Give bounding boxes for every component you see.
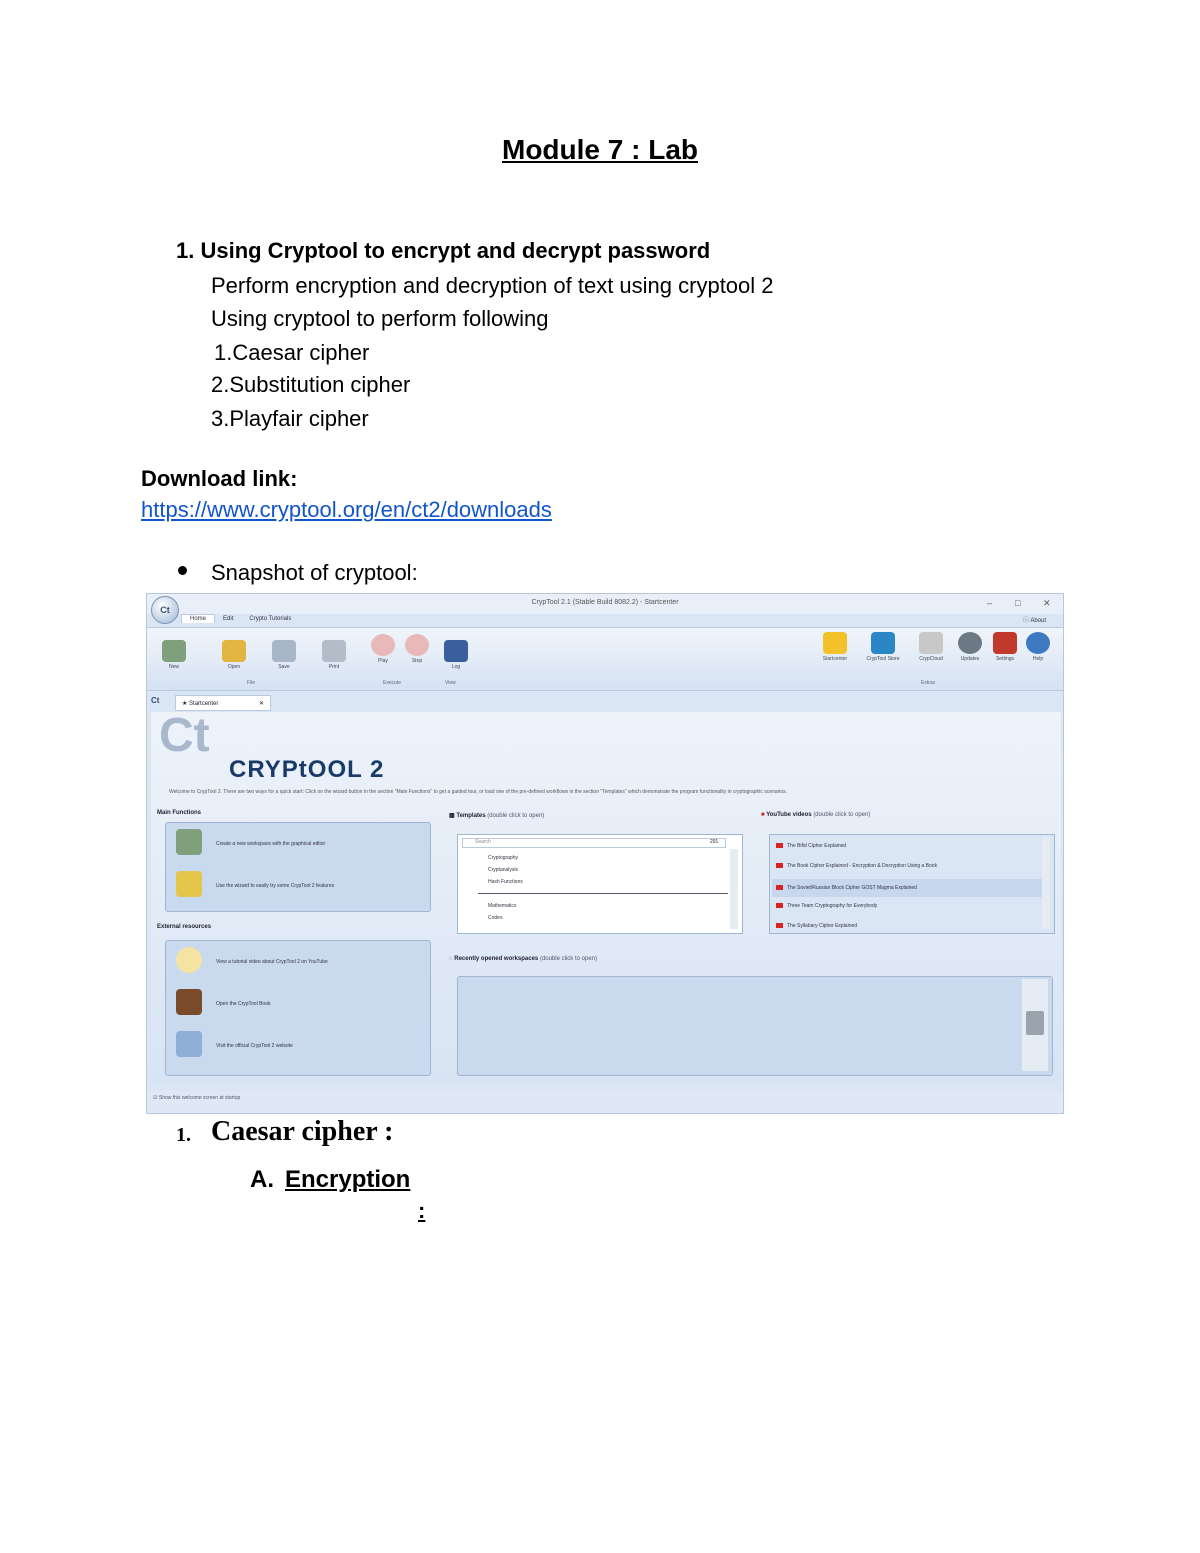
play-icon <box>371 634 395 656</box>
settings-button[interactable] <box>989 632 1021 662</box>
recent-title: ◌ Recently opened workspaces (double click to open) <box>449 956 597 962</box>
youtube-item: The Bifid Cipher Explained <box>776 843 846 849</box>
create-workspace-link[interactable]: Create a new workspace with the graphical editor <box>216 841 326 847</box>
template-item[interactable]: Codes <box>488 915 503 921</box>
help-icon <box>1026 632 1050 654</box>
website-icon <box>176 1031 202 1057</box>
video-icon <box>776 903 783 908</box>
video-tutorial-icon <box>176 947 202 973</box>
sub-a-encryption: Encryption <box>285 1166 411 1193</box>
updates-button[interactable] <box>953 632 987 662</box>
ribbon-label: Play <box>378 658 388 664</box>
tab-label: Startcenter <box>189 701 219 707</box>
new-workspace-icon <box>162 640 186 662</box>
ribbon-group-extras: Extras <box>921 680 936 686</box>
status-bar <box>147 1091 1063 1113</box>
cryptool-website-link[interactable]: Visit the official CrypTool 2 website <box>216 1043 293 1049</box>
cloud-icon <box>919 632 943 654</box>
subheading-caesar: Caesar cipher : <box>211 1116 394 1147</box>
video-icon <box>776 923 783 928</box>
ribbon <box>147 627 1063 691</box>
youtube-scrollbar[interactable] <box>1042 837 1050 929</box>
menu-tabs <box>181 613 299 627</box>
recent-workspaces-panel <box>457 976 1053 1076</box>
trailing-colon: : <box>418 1198 426 1223</box>
ribbon-label: Startcenter <box>822 656 848 662</box>
ribbon-label: Open <box>227 664 241 670</box>
log-button[interactable] <box>441 640 471 670</box>
ribbon-label: Settings <box>995 656 1015 662</box>
template-item[interactable]: Cryptanalysis <box>488 867 519 873</box>
recent-hint: (double click to open) <box>539 956 597 962</box>
download-label: Download link: <box>141 466 298 491</box>
section-heading: 1. Using Cryptool to encrypt and decrypt password <box>176 238 711 263</box>
page-title: Module 7 : Lab <box>502 134 698 165</box>
save-button[interactable] <box>267 640 301 670</box>
video-icon <box>776 885 783 890</box>
print-button[interactable] <box>317 640 351 670</box>
window-title: CrypTool 2.1 (Stable Build 8082.2) - Startcenter <box>531 599 679 606</box>
youtube-hint: (double click to open) <box>813 812 871 818</box>
bullet-text: Snapshot of cryptool: <box>211 560 418 585</box>
cryptool-logo-icon: Ct <box>159 709 210 762</box>
templates-count: 291 <box>710 839 719 845</box>
templates-hint: (double click to open) <box>487 813 545 819</box>
book-icon <box>176 989 202 1015</box>
instruction-item: 3.Playfair cipher <box>211 406 369 431</box>
startcenter-button[interactable] <box>815 632 855 662</box>
tab-crypto-tutorials[interactable]: Crypto Tutorials <box>249 616 292 622</box>
store-icon <box>871 632 895 654</box>
main-functions-title: Main Functions <box>157 810 201 816</box>
minimize-icon[interactable]: – <box>987 598 993 608</box>
template-item[interactable]: Hash Functions <box>488 879 523 885</box>
crypcloud-button[interactable] <box>911 632 951 662</box>
save-icon <box>272 640 296 662</box>
ribbon-label: Save <box>278 664 290 670</box>
youtube-icon: ■ <box>761 812 767 818</box>
ribbon-group-file: File <box>247 680 256 686</box>
video-icon <box>776 863 783 868</box>
subheading-number: 1. <box>176 1124 191 1146</box>
about-button[interactable]: ⓘ About <box>1023 618 1047 624</box>
tab-edit[interactable]: Edit <box>223 616 234 622</box>
ribbon-label: Updates <box>960 656 980 662</box>
main-functions-panel <box>165 822 431 912</box>
ribbon-group-execute: Execute <box>383 680 402 686</box>
tab-startcenter[interactable]: ★ Startcenter ✕ <box>175 695 271 711</box>
open-folder-icon <box>222 640 246 662</box>
startup-checkbox-label: Show this welcome screen at startup <box>158 1095 241 1101</box>
ribbon-label: Log <box>451 664 461 670</box>
tab-home[interactable]: Home <box>181 614 215 623</box>
close-tab-icon[interactable]: ✕ <box>258 701 264 707</box>
cryptool-book-link[interactable]: Open the CrypTool Book <box>216 1001 271 1007</box>
ribbon-label: Print <box>328 664 340 670</box>
stop-button[interactable] <box>403 634 431 664</box>
template-item[interactable]: Mathematics <box>488 903 517 909</box>
window-titlebar <box>147 594 1063 614</box>
templates-title: ▦ Templates (double click to open) <box>449 813 545 819</box>
instruction-item: 2.Substitution cipher <box>211 372 411 397</box>
instruction-item: 1.Caesar cipher <box>214 340 370 365</box>
cryptool-logo-text: CRYPtOOL 2 <box>229 756 385 783</box>
youtube-item-selected: The Soviet/Russian Block Cipher GOST Magma Explained <box>772 879 1042 897</box>
close-icon[interactable]: ✕ <box>1043 598 1051 608</box>
about-label: About <box>1030 618 1047 624</box>
print-icon <box>322 640 346 662</box>
youtube-title: ■ YouTube videos (double click to open) <box>761 812 871 818</box>
ct-small-logo-icon: Ct <box>151 696 160 705</box>
help-button[interactable] <box>1023 632 1053 662</box>
play-button[interactable] <box>369 634 397 664</box>
instruction-line: Using cryptool to perform following <box>211 306 549 331</box>
youtube-item: The Syllabary Cipher Explained <box>776 923 857 929</box>
app-menu-button[interactable]: Ct <box>151 596 179 624</box>
welcome-text: Welcome to CrypTool 2. There are two ways for a quick start: Click on the wizard button in the section "Main Functions" to get a guided tour, or load one of the pre-defined workflows in the section "Templates" which demonstrate the program functionality in cryptographic scenarios. <box>169 789 788 795</box>
star-icon <box>823 632 847 654</box>
instruction-line: Perform encryption and decryption of text using cryptool 2 <box>211 273 774 298</box>
open-button[interactable] <box>217 640 251 670</box>
ribbon-group-view: View <box>445 680 456 686</box>
maximize-icon[interactable]: □ <box>1015 598 1021 608</box>
templates-tree <box>457 834 743 934</box>
template-item[interactable]: Cryptography <box>488 855 519 861</box>
youtube-item: Three Team Cryptography for Everybody <box>776 903 877 909</box>
templates-search-input[interactable]: Search <box>462 838 726 848</box>
bullet-icon <box>178 566 187 575</box>
wizard-link[interactable]: Use the wizard to easily try some CrypTool 2 features <box>216 883 335 889</box>
recent-icon: ◌ <box>449 956 455 962</box>
log-icon <box>444 640 468 662</box>
youtube-tutorial-link[interactable]: View a tutorial video about CrypTool 2 on YouTube <box>216 959 328 965</box>
wizard-icon <box>176 871 202 897</box>
external-resources-title: External resources <box>157 924 212 930</box>
startup-checkbox[interactable]: ☑ Show this welcome screen at startup <box>153 1095 241 1101</box>
cryptool-screenshot <box>146 593 1064 1114</box>
new-button[interactable] <box>157 640 191 670</box>
updates-icon <box>958 632 982 654</box>
templates-icon: ▦ <box>449 813 457 819</box>
ribbon-label: New <box>168 664 179 670</box>
ribbon-label: CrypTool Store <box>866 656 900 662</box>
divider <box>478 893 728 894</box>
download-link[interactable]: https://www.cryptool.org/en/ct2/downloads <box>141 497 552 522</box>
startcenter-page <box>151 709 1061 1084</box>
ribbon-label: Help <box>1032 656 1044 662</box>
templates-scrollbar[interactable] <box>730 849 738 929</box>
youtube-list <box>769 834 1055 934</box>
ribbon-label: CrypCloud <box>919 656 943 662</box>
trash-icon[interactable] <box>1026 1011 1044 1035</box>
ribbon-label: Stop <box>411 658 423 664</box>
cryptool-store-button[interactable] <box>861 632 905 662</box>
video-icon <box>776 843 783 848</box>
external-resources-panel <box>165 940 431 1076</box>
settings-icon <box>993 632 1017 654</box>
workspace-editor-icon <box>176 829 202 855</box>
youtube-item: The Book Cipher Explained - Encryption & Decryption Using a Book <box>776 863 937 869</box>
sub-a-letter: A. <box>250 1166 274 1193</box>
stop-icon <box>405 634 429 656</box>
